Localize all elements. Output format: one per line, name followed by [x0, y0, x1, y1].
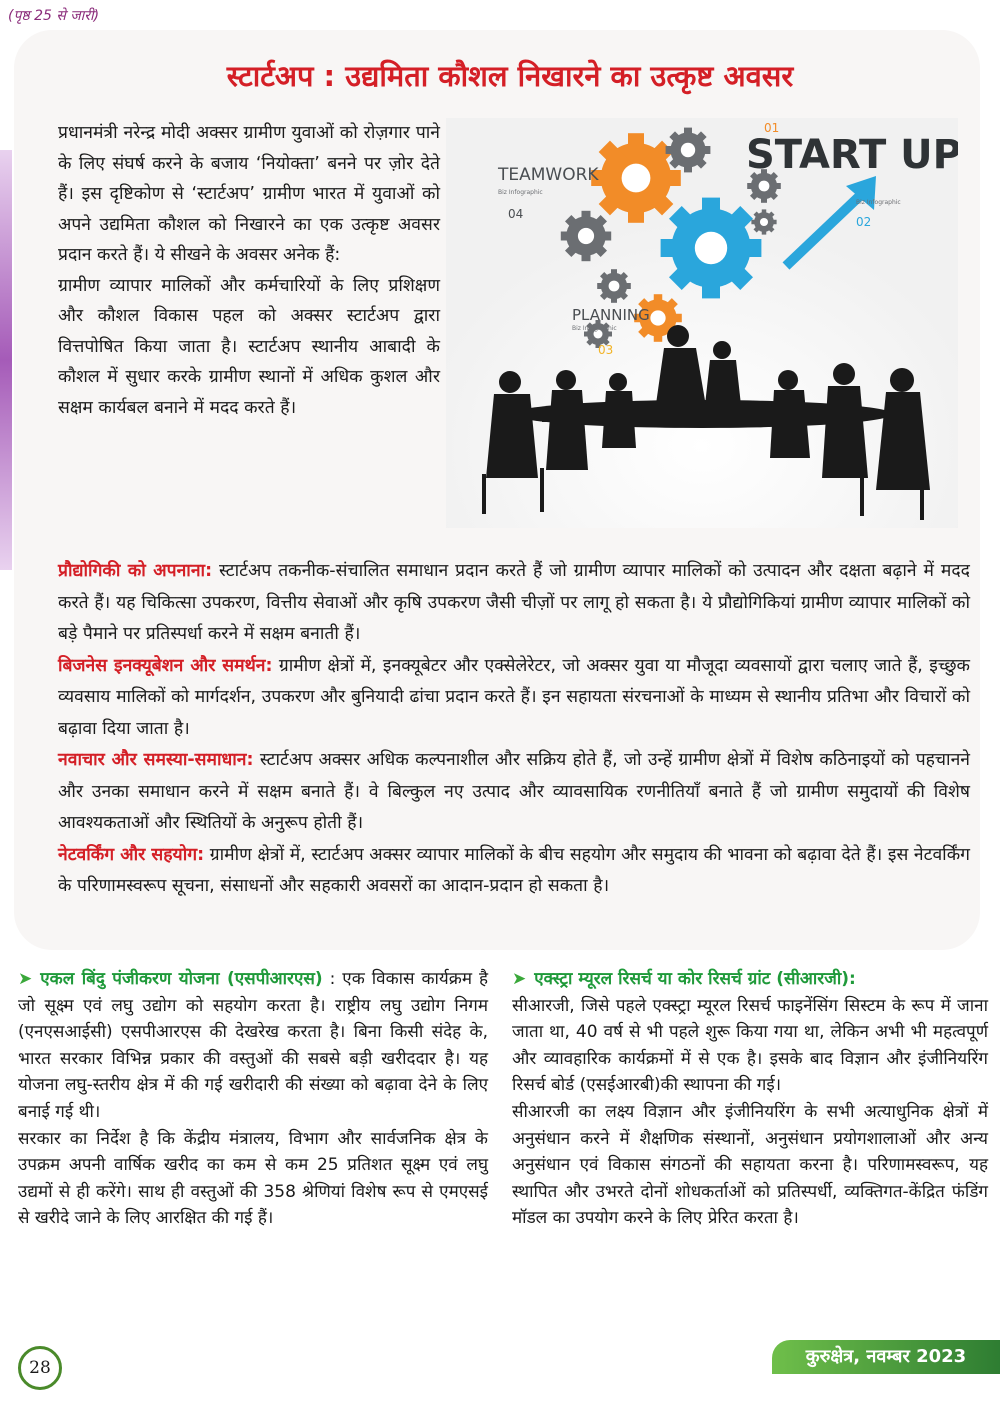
startup-illustration — [446, 118, 958, 528]
left-column — [18, 966, 488, 1232]
section-4-heading: नेटवर्किंग और सहयोग: — [58, 844, 205, 865]
teamwork-sublabel: Biz Infographic — [498, 189, 543, 196]
arrow-bullet-icon: ➤ — [512, 969, 527, 989]
section-1-heading: प्रौद्योगिकी को अपनाना: — [58, 561, 213, 581]
section-1 — [58, 556, 970, 651]
sprs-intro: : एक विकास कार्यक्रम है जो सूक्ष्म एवं लघु उद्योग को सहयोग करता है। राष्ट्रीय लघु उद्योग निगम (एनएसआईसी) एसपीआरएस की देखरेख करता है। बिना किसी संदेह के, भारत सरकार विभिन्न प्रकार की वस्तुओं की सबसे बड़ी खरीददार है। यह योजना लघु-स्तरीय क्षेत्र में की गई खरीदारी की संख्या को बढ़ावा देने के लिए बनाई गई थी। — [18, 969, 488, 1122]
section-4-text: ग्रामीण क्षेत्रों में, स्टार्टअप अक्सर व्यापार मालिकों के बीच सहयोग और समुदाय की भावना को बढ़ावा देते हैं। इस नेटवर्किंग के परिणामस्वरूप सूचना, संसाधनों और सहकारी अवसरों का आदान-प्रदान हो सकता है। — [58, 844, 970, 896]
section-3-text: स्टार्टअप अक्सर अधिक कल्पनाशील और सक्रिय होते हैं, जो उन्हें ग्रामीण क्षेत्रों में विशेष कठिनाइयों को पहचानने और उनका समाधान करने में सक्षम बनाते हैं। वे बिल्कुल नए उत्पाद और व्यावसायिक रणनीतियाँ बनाते हैं जो ग्रामीण समुदायों की विशेष आवश्यकताओं और स्थितियों के अनुरूप होती हैं। — [58, 750, 970, 833]
decorative-side-band — [0, 150, 12, 570]
blue-gear-icon — [661, 198, 762, 299]
gray-gear-icon — [561, 211, 611, 261]
gray-gear-icon — [597, 269, 631, 303]
startup-illustration-svg — [446, 118, 958, 528]
planning-label: PLANNING — [572, 306, 650, 324]
sprs-paragraph — [18, 966, 488, 1126]
intro-paragraph-1: प्रधानमंत्री नरेन्द्र मोदी अक्सर ग्रामीण युवाओं को रोज़गार पाने के लिए संघर्ष करने के बजाय ‘नियोक्ता’ बनने पर ज़ोर देते हैं। इस दृष्टिकोण से ‘स्टार्टअप’ ग्रामीण भारत में युवाओं को अपने उद्यमिता कौशल को निखारने का एक उत्कृष्ट अवसर प्रदान करते हैं। ये सीखने के अवसर अनेक हैं: — [58, 123, 440, 265]
sprs-paragraph-2: सरकार का निर्देश है कि केंद्रीय मंत्रालय, विभाग और सार्वजनिक क्षेत्र के उपक्रम अपनी वार्षिक खरीद का कम से कम 25 प्रतिशत सूक्ष्म एवं लघु उद्यमों से ही करेंगे। साथ ही वस्तुओं की 358 श्रेणियां विशेष रूप से एमएसई से खरीदे जाने के लिए आरक्षित की गई हैं। — [18, 1128, 488, 1229]
crg-heading: एक्स्ट्रा म्यूरल रिसर्च या कोर रिसर्च ग्रांट (सीआरजी): — [534, 969, 856, 989]
section-2-text: ग्रामीण क्षेत्रों में, इनक्यूबेटर और एक्सेलेरेटर, जो अक्सर युवा या मौजूदा व्यवसायों द्वारा चलाए जाते हैं, इच्छुक व्यवसाय मालिकों को मार्गदर्शन, उपकरण और बुनियादी ढांचा प्रदान करते हैं। इन सहायता संरचनाओं के माध्यम से स्थानीय प्रतिभा और विचारों को बढ़ावा दिया जाता है। — [58, 655, 970, 739]
number-04: 04 — [508, 207, 524, 221]
section-2 — [58, 651, 970, 746]
number-03: 03 — [598, 343, 614, 357]
arrow-bullet-icon: ➤ — [18, 969, 33, 989]
gray-gear-icon — [666, 128, 711, 173]
page-number: 28 — [18, 1346, 62, 1390]
gray-gear-icon — [751, 209, 776, 234]
intro-text — [58, 118, 440, 423]
continuation-note: (पृष्ठ 25 से जारी) — [8, 8, 100, 24]
planning-sublabel: Biz Infographic — [572, 325, 617, 332]
footer-banner: कुरुक्षेत्र, नवम्बर 2023 — [772, 1340, 1000, 1374]
section-2-heading: बिजनेस इनक्यूबेशन और समर्थन: — [58, 655, 273, 676]
number-02: 02 — [856, 215, 872, 229]
section-3 — [58, 745, 970, 840]
right-column — [512, 966, 988, 1232]
crg-heading-line — [512, 966, 988, 993]
section-paragraphs — [58, 556, 970, 903]
startup-label: START UP — [746, 132, 958, 178]
section-1-text: स्टार्टअप तकनीक-संचालित समाधान प्रदान करते हैं जो ग्रामीण व्यापार मालिकों को उत्पादन और दक्षता बढ़ाने में मदद करते हैं। यह चिकित्सा उपकरण, वित्तीय सेवाओं और कृषि उपकरण जैसी चीज़ों पर लागू हो सकता है। ये प्रौद्योगिकियां ग्रामीण व्यापार मालिकों को बड़े पैमाने पर प्रतिस्पर्धा करने में सक्षम बनाती हैं। — [58, 561, 970, 644]
crg-paragraph-1: सीआरजी, जिसे पहले एक्स्ट्रा म्यूरल रिसर्च फाइनेंसिंग सिस्टम के रूप में जाना जाता था, 40 वर्ष से भी पहले शुरू किया गया था, लेकिन अभी भी महत्वपूर्ण और व्यावहारिक कार्यक्रमों में से एक है। इसके बाद विज्ञान और इंजीनियरिंग रिसर्च बोर्ड (एसईआरबी)की स्थापना की गई। — [512, 995, 988, 1096]
infographic-sublabel: Biz Infographic — [856, 199, 901, 206]
article-title: स्टार्टअप : उद्यमिता कौशल निखारने का उत्कृष्ट अवसर — [226, 59, 794, 93]
crg-paragraph-2: सीआरजी का लक्ष्य विज्ञान और इंजीनियरिंग के सभी अत्याधुनिक क्षेत्रों में अनुसंधान करने में शैक्षणिक संस्थानों, अनुसंधान प्रयोगशालाओं और अन्य अनुसंधान एवं विकास संगठनों की सहायता करना है। परिणामस्वरूप, यह स्थापित और उभरते दोनों शोधकर्ताओं को प्रतिस्पर्धी, व्यक्तिगत-केंद्रित फंडिंग मॉडल का उपयोग करने के लिए प्रेरित करता है। — [512, 1101, 988, 1229]
sprs-heading: एकल बिंदु पंजीकरण योजना (एसपीआरएस) — [40, 969, 323, 989]
number-01: 01 — [764, 121, 780, 135]
intro-paragraph-2: ग्रामीण व्यापार मालिकों और कर्मचारियों के लिए प्रशिक्षण और कौशल विकास पहल को अक्सर स्टार्टअप द्वारा वित्तपोषित किया जाता है। स्टार्टअप स्थानीय आबादी के कौशल में सुधार करके ग्रामीण स्थानों में अधिक कुशल और सक्षम कार्यबल बनाने में मदद करते हैं। — [58, 275, 440, 418]
section-4 — [58, 840, 970, 903]
teamwork-label: TEAMWORK — [498, 165, 599, 185]
section-3-heading: नवाचार और समस्या-समाधान: — [58, 750, 254, 770]
